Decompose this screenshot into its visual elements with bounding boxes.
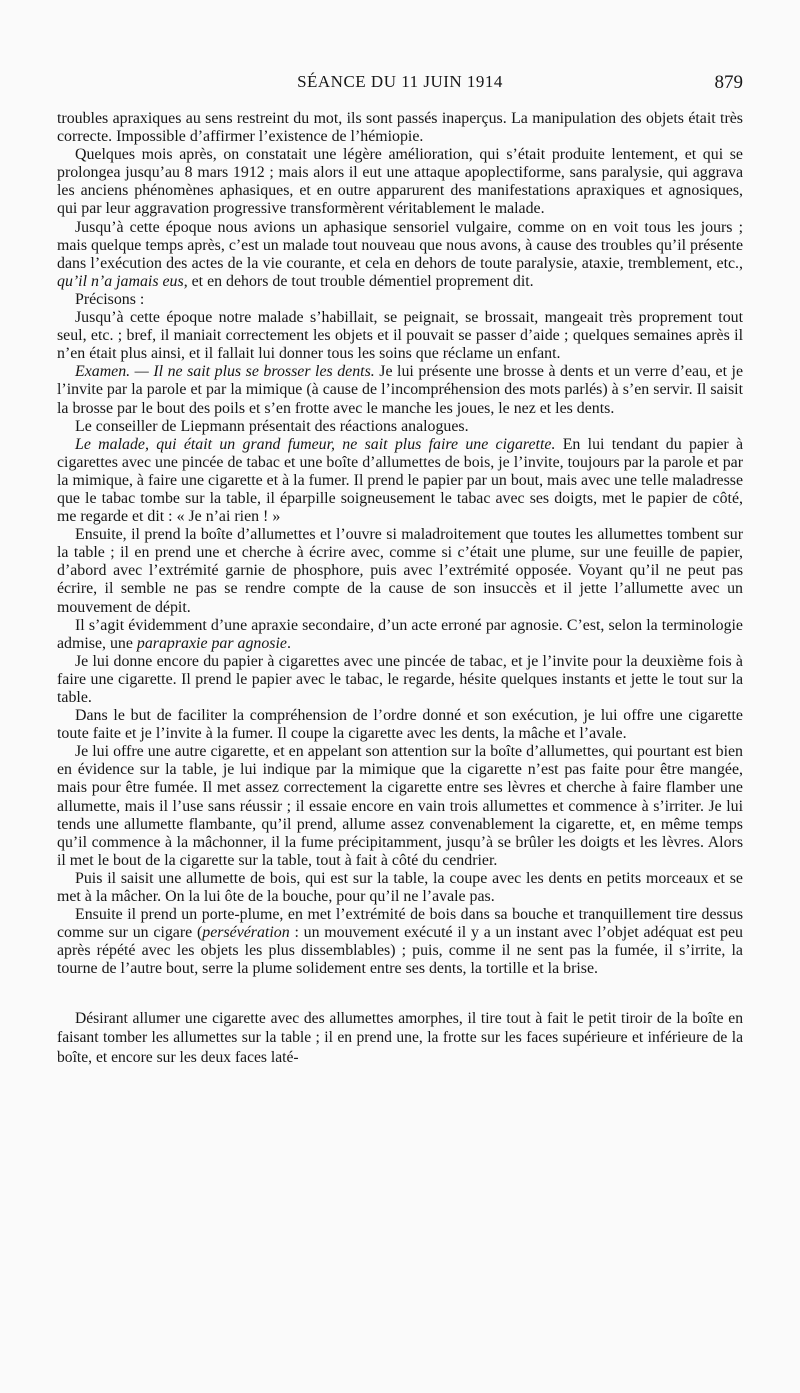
paragraph: Précisons : bbox=[75, 290, 145, 308]
paragraph: Le malade, qui était un grand fumeur, ne sait plus faire une cigarette. En lui tendant du papier à cigarettes avec une pincée de tabac et une boîte d’allumettes de bois, je l’invite, toujours par la parole et par la mimique, à faire une cigarette et à la fumer. Il prend le papier par un bout, mais avec une telle maladresse que le tabac tombe sur la table, il éparpille soigneusement le tabac avec ses doigts, met le papier de côté, me regarde et dit : « Je n’ai rien ! » bbox=[57, 435, 743, 526]
paragraph: Jusqu’à cette époque nous avions un aphasique sensoriel vulgaire, comme on en voit tous les jours ; mais quelque temps après, c’est un malade tout nouveau que nous avons, à cause des troubles qu’il présente dans l’exécution des actes de la vie courante, et cela en dehors de toute paralysie, ataxie, tremblement, etc., qu’il n’a jamais eus, et en dehors de tout trouble démentiel proprement dit. bbox=[57, 218, 743, 290]
small-print-paragraph: Désirant allumer une cigarette avec des allumettes amorphes, il tire tout à fait le petit tiroir de la boîte en faisant tomber les allumettes sur la table ; il en prend une, la frotte sur les faces supérieure et inférieure de la boîte, et encore sur les deux faces laté- bbox=[57, 1009, 743, 1066]
italic-phrase: qu’il n’a jamais eus bbox=[57, 272, 184, 290]
paragraph: Je lui offre une autre cigarette, et en appelant son attention sur la boîte d’allumettes, qui pourtant est bien en évidence sur la table, je lui indique par la mimique que la cigarette n’est pas faite pour être mangée, mais pour être fumée. Il met assez correctement la cigarette entre ses lèvres et cherche à faire flamber une allumette, mais il l’use sans réussir ; il essaie encore en vain trois allumettes et commence à s’irriter. Je lui tends une allumette flambante, qu’il prend, allume assez convenablement la cigarette, et, en même temps qu’il commence à la mâchonner, il la fume précipitamment, jusqu’à se brûler les doigts et les lèvres. Alors il met le bout de la cigarette sur la table, tout à fait à côté du cendrier. bbox=[57, 743, 743, 869]
paragraph: Ensuite, il prend la boîte d’allumettes et l’ouvre si maladroitement que toutes les allumettes tombent sur la table ; il en prend une et cherche à écrire avec, comme si c’était une plume, sur une feuille de papier, d’abord avec l’extrémité garnie de phosphore, puis avec l’extrémité opposée. Voyant qu’il ne peut pas écrire, il semble ne pas se rendre compte de la cause de son insuccès et il jette l’allumette avec un mouvement de dépit. bbox=[57, 526, 743, 616]
paragraph: Le conseiller de Liepmann présentait des réactions analogues. bbox=[75, 417, 469, 435]
paragraph: Puis il saisit une allumette de bois, qui est sur la table, la coupe avec les dents en petits morceaux et se met à la mâcher. On la lui ôte de la bouche, pour qu’il ne l’avale pas. bbox=[57, 869, 743, 906]
paragraph: Examen. — Il ne sait plus se brosser les dents. Je lui présente une brosse à dents et un verre d’eau, et je l’invite par la parole et par la mimique (à cause de l’incompréhension des mots parlés) à s’en servir. Il saisit la brosse par le bout des poils et s’en frotte avec le manche les joues, le nez et les dents. bbox=[57, 363, 743, 417]
page-number: 879 bbox=[714, 72, 743, 93]
italic-phrase: Le malade, qui était un grand fumeur, ne sait plus faire une cigarette. bbox=[75, 435, 556, 453]
italic-phrase: Examen. — Il ne sait plus se brosser les dents. bbox=[75, 363, 375, 381]
italic-phrase: persévération bbox=[202, 924, 290, 942]
paragraph: Jusqu’à cette époque notre malade s’habillait, se peignait, se brossait, mangeait très proprement tout seul, etc. ; bref, il maniait correctement les objets et il pouvait se passer d’aide ; quelques semaines après il n’en était plus ainsi, et il fallait lui donner tous les soins que réclame un enfant. bbox=[57, 309, 743, 363]
italic-phrase: parapraxie par agnosie bbox=[136, 634, 287, 652]
page-header bbox=[57, 72, 743, 96]
section-gap bbox=[57, 979, 743, 1009]
paragraph: troubles apraxiques au sens restreint du mot, ils sont passés inaperçus. La manipulation des objets était très correcte. Impossible d’affirmer l’existence de l’hémiopie. bbox=[57, 110, 743, 146]
paragraph: Ensuite il prend un porte-plume, en met l’extrémité de bois dans sa bouche et tranquillement tire dessus comme sur un cigare (persévération : un mouvement exécuté il y a un instant avec l’objet adéquat est peu après répété avec les objets les plus dissemblables) ; puis, comme il ne sent pas la fumée, il s’irrite, la tourne de l’autre bout, serre la plume solidement entre ses dents, la tortille et la brise. bbox=[57, 906, 743, 978]
running-title: SÉANCE DU 11 JUIN 1914 bbox=[297, 72, 503, 91]
body-text bbox=[57, 110, 743, 1067]
paragraph: Dans le but de faciliter la compréhension de l’ordre donné et son exécution, je lui offre une cigarette toute faite et je l’invite à la fumer. Il coupe la cigarette avec les dents, la mâche et l’avale. bbox=[57, 707, 743, 743]
paragraph: Je lui donne encore du papier à cigarettes avec une pincée de tabac, et je l’invite pour la deuxième fois à faire une cigarette. Il prend le papier avec le tabac, le regarde, hésite quelques instants et jette le tout sur la table. bbox=[57, 652, 743, 706]
paragraph: Quelques mois après, on constatait une légère amélioration, qui s’était produite lentement, et qui se prolongea jusqu’au 8 mars 1912 ; mais alors il eut une attaque apoplectiforme, sans paralysie, qui aggrava les anciens phénomènes aphasiques, et en outre apparurent des manifestations apraxiques et agnosiques, qui par leur aggravation progressive transformèrent véritablement le malade. bbox=[57, 146, 743, 218]
paragraph: Il s’agit évidemment d’une apraxie secondaire, d’un acte erroné par agnosie. C’est, selon la terminologie admise, une parapraxie par agnosie. bbox=[57, 616, 743, 652]
